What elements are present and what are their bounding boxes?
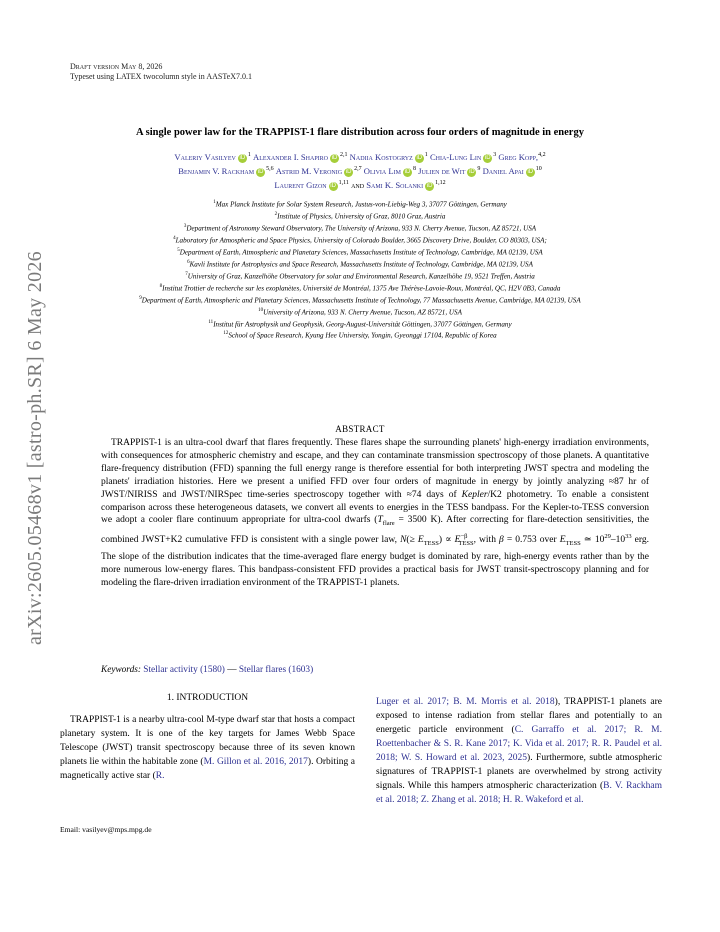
affiliation-item: $^4$Laboratory for Atmospheric and Space Physics, University of Colorado Boulder, 3665 Discovery Drive, Boulder, CO 80303, USA; xyxy=(173,235,547,245)
keyword-link-stellar-flares[interactable]: Stellar flares (1603) xyxy=(238,665,314,675)
affiliation-item: $^6$Kavli Institute for Astrophysics and Space Research, Massachusetts Institute of Technology, Cambridge, MA 02139, USA xyxy=(187,259,533,269)
author-name: Daniel Apai iD $^{10}$ xyxy=(482,165,542,176)
keywords-label: Keywords: xyxy=(101,665,141,675)
affiliation-item: $^8$Institut Trottier de recherche sur les exoplanètes, Université de Montréal, 1375 Ave Thérèse-Lavoie-Roux, Montréal, QC, H2V 0B3, Canada xyxy=(159,283,561,293)
orcid-icon[interactable]: iD xyxy=(426,182,433,189)
orcid-icon[interactable]: iD xyxy=(527,168,534,175)
orcid-icon[interactable]: iD xyxy=(404,168,411,175)
citation-link[interactable]: R. xyxy=(155,771,165,781)
orcid-icon[interactable]: iD xyxy=(484,154,491,161)
orcid-icon[interactable]: iD xyxy=(345,168,352,175)
footnote-email: Email: vasilyev@mps.mpg.de xyxy=(60,825,152,834)
abstract-heading: ABSTRACT xyxy=(335,424,385,434)
citation-link[interactable]: Luger et al. 2017; B. M. Morris et al. 2018 xyxy=(376,697,555,707)
author-name: Alexander I. Shapiro iD $^{2,1}$ xyxy=(253,151,348,162)
paper-title: A single power law for the TRAPPIST-1 flare distribution across four orders of magnitude in energy xyxy=(136,127,584,138)
author-name: Julien de Wit iD $^9$ xyxy=(418,165,481,176)
keywords-line: Keywords: Stellar activity (1580) — Stellar flares (1603) xyxy=(101,665,314,675)
affiliation-item: $^7$University of Graz, Kanzelhöhe Observatory for solar and Environmental Research, Kanzelhöhe 19, 9521 Treffen, Austria xyxy=(185,271,535,281)
orcid-icon[interactable]: iD xyxy=(257,168,264,175)
affiliation-item: $^{12}$School of Space Research, Kyung Hee University, Yongin, Gyeonggi 17104, Republic of Korea xyxy=(223,331,497,340)
header-note xyxy=(70,62,252,82)
affiliation-item: $^3$Department of Astronomy Steward Observatory, The University of Arizona, 933 N. Cherry Avenue, Tucson, AZ 85721, USA xyxy=(183,223,537,233)
author-name: Olivia Lim iD $^8$ xyxy=(363,165,416,176)
author-name: Sami K. Solanki iD $^{1,12}$ xyxy=(366,179,446,190)
abstract-body: TRAPPIST-1 is an ultra-cool dwarf that flares frequently. These flares shape the surrounding planets' high-energy irradiation environments, with consequences for atmospheric chemistry and escape, and they can contaminate transmission spectroscopy of those planets. A quantitative flare-frequency distribution (FFD) spanning the full energy range is therefore essential for both interpreting JWST spectra and modeling the planets' irradiation histories. Here we present a unified FFD over four orders of magnitude in energy by jointly analyzing ≈87 hr of JWST/NIRISS and JWST/NIRSpec time-series spectroscopy together with ≈74 days of Kepler/K2 photometry. To enable a consistent comparison across these heterogeneous datasets, we convert all events to energies in the TESS bandpass. For the Kepler-to-TESS conversion we adopt a cooler flare continuum appropriate for ultra-cool dwarfs ($T_{flare} = 3500$ K). After correcting for flare-detection sensitivities, the combined JWST+K2 cumulative FFD is consistent with a single power law, $N(\ge E_{TESS}) \propto E^{-\beta}_{TESS}$, with β = 0.753 over $E_{TESS}$ ≃ $10^{29}-10^{33}$ erg. The slope of the distribution indicates that the time-averaged flare energy budget is dominated by rare, high-energy events rather than by the more numerous low-energy flares. This bandpass-consistent FFD provides a practical basis for JWST transit-spectroscopy planning and for modeling the flare-driven irradiation environment of the TRAPPIST-1 planets. xyxy=(101,438,649,588)
author-name: Chia-Lung Lin iD $^3$ xyxy=(429,151,497,162)
affiliation-list xyxy=(40,198,680,341)
author-name: Nadiia Kostogryz iD $^1$ xyxy=(349,151,428,162)
citation-link[interactable]: B. V. Rackham et al. 2018; Z. Zhang et al. 2018; H. R. Wakeford et al. xyxy=(376,781,662,805)
keyword-link-stellar-activity[interactable]: Stellar activity (1580) xyxy=(143,665,225,675)
citation-link[interactable]: M. Gillon et al. 2016, 2017 xyxy=(203,757,308,767)
draft-version-line: Draft version May 8, 2026 xyxy=(70,62,163,71)
orcid-icon[interactable]: iD xyxy=(469,168,475,175)
author-conjunction: and xyxy=(351,179,365,190)
affiliation-item: $^{10}$University of Arizona, 933 N. Cherry Avenue, Tucson, AZ 85721, USA xyxy=(258,307,462,316)
author-name: Astrid M. Veronig iD $^{2,7}$ xyxy=(275,165,362,176)
orcid-icon[interactable]: iD xyxy=(239,154,246,161)
affiliation-item: $^1$Max Planck Institute for Solar System Research, Justus-von-Liebig-Weg 3, 37077 Göttingen, Germany xyxy=(213,200,507,209)
section-heading-introduction: 1. INTRODUCTION xyxy=(166,693,249,703)
affiliation-item: $^5$Department of Earth, Atmospheric and Planetary Sciences, Massachusetts Institute of Technology, Cambridge, MA 02139, USA xyxy=(177,247,543,257)
author-name: Greg Kopp,$^{4,2}$ xyxy=(498,151,546,162)
orcid-icon[interactable]: iD xyxy=(331,154,338,161)
typeset-line: Typeset using LATEX twocolumn style in AASTeX7.0.1 xyxy=(70,72,252,81)
orcid-icon[interactable]: iD xyxy=(330,182,336,189)
arxiv-stamp: arXiv:2605.05468v1 [astro-ph.SR] 6 May 2026 xyxy=(24,251,46,645)
author-list xyxy=(60,149,660,191)
affiliation-item: $^2$Institute of Physics, University of Graz, 8010 Graz, Austria xyxy=(274,211,446,221)
orcid-icon[interactable]: iD xyxy=(416,154,423,161)
author-name: Laurent Gizon iD $^{1,11}$ xyxy=(274,179,349,190)
author-name: Valeriy Vasilyev iD $^1$ xyxy=(174,151,251,162)
intro-left-column: TRAPPIST-1 is a nearby ultra-cool M-type dwarf star that hosts a compact planetary system. It is one of the key targets for James Webb Space Telescope (JWST) transit spectroscopy because three of its seven known planets lie within the habitable zone (M. Gillon et al. 2016, 2017). Orbiting a magnetically active star (R. xyxy=(60,715,355,781)
intro-right-column: Luger et al. 2017; B. M. Morris et al. 2018), TRAPPIST-1 planets are exposed to intense radiation from stellar flares and potentially to an energetic particle environment (C. Garraffo et al. 2017; R. M. Roettenbacher & S. R. Kane 2017; K. Vida et al. 2017; R. R. Paudel et al. 2018; W. S. Howard et al. 2023, 2025). Furthermore, subtle atmospheric signatures of TRAPPIST-1 planets are overwhelmed by strong activity signals. While this hampers atmospheric characterization (B. V. Rackham et al. 2018; Z. Zhang et al. 2018; H. R. Wakeford et al. xyxy=(376,697,663,805)
citation-link[interactable]: C. Garraffo et al. 2017; R. M. Roettenbacher & S. R. Kane 2017; K. Vida et al. 2017; R. R. Paudel et al. 2018; W. S. Howard et al. 2023, 2025 xyxy=(376,725,663,763)
affiliation-item: $^9$Department of Earth, Atmospheric and Planetary Sciences, Massachusetts Institute of Technology, 77 Massachusetts Avenue, Cambridge, MA 02139, USA xyxy=(139,295,581,304)
affiliation-item: $^{11}$Institut für Astrophysik und Geophysik, Georg-August-Universität Göttingen, 37077 Göttingen, Germany xyxy=(208,319,512,328)
author-name: Benjamin V. Rackham iD $^{5,6}$ xyxy=(178,165,274,176)
